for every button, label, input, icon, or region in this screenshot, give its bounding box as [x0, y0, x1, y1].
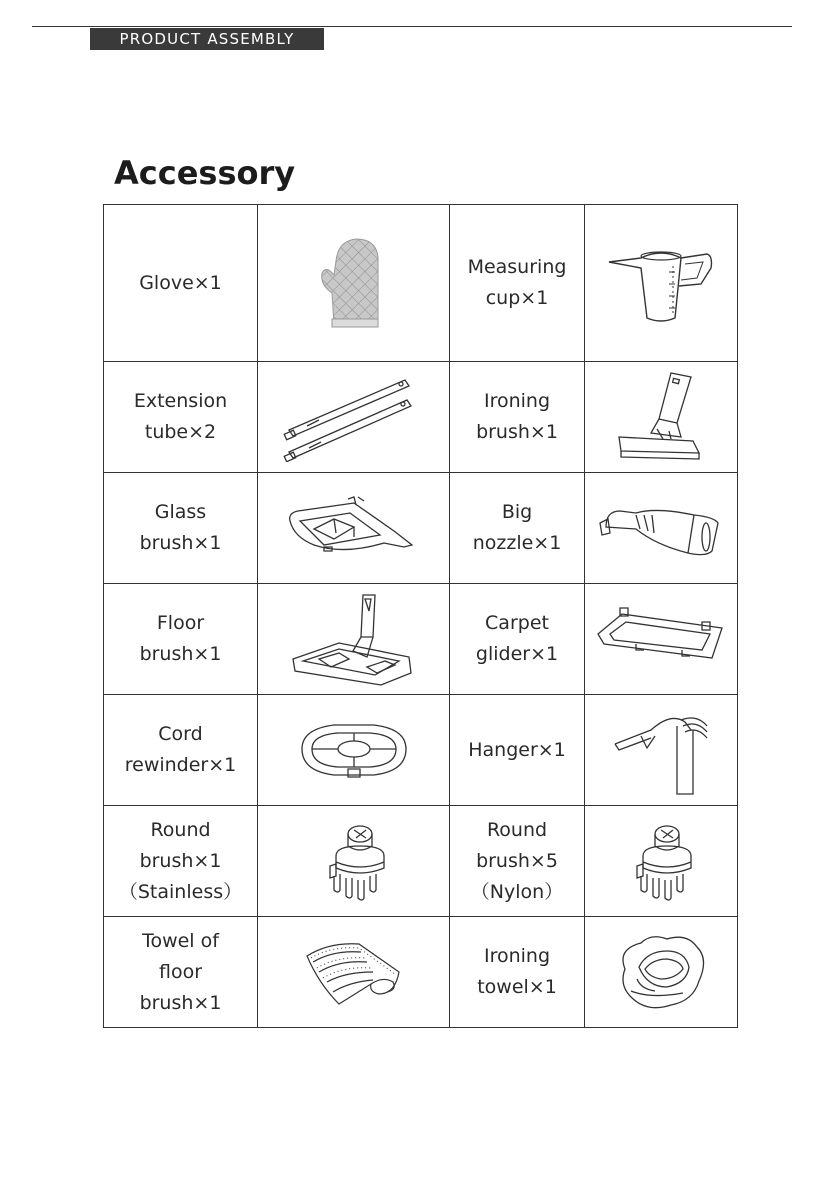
floor-towel-icon: [299, 932, 409, 1012]
table-row: [104, 473, 738, 584]
accessory-label: [104, 806, 258, 917]
accessory-label: [104, 917, 258, 1028]
label-line: Extension: [133, 390, 228, 412]
label-line: Towel of: [142, 929, 219, 952]
accessory-label: [450, 362, 585, 473]
accessory-label: [450, 917, 585, 1028]
label-line: brush×5: [476, 849, 558, 872]
carpet-glider-icon: [594, 604, 728, 674]
label-line: brush×1: [139, 849, 222, 872]
label-line: rewinder×1: [124, 754, 237, 776]
label-line: tube×2: [144, 421, 217, 443]
accessory-label: [450, 806, 585, 917]
label-line: brush×1: [139, 643, 222, 665]
accessory-label: [450, 695, 585, 806]
table-row: [104, 806, 738, 917]
glove-icon: [314, 233, 394, 333]
label-line: brush×1: [139, 532, 222, 554]
label-line: glider×1: [475, 643, 559, 665]
accessory-table: [103, 204, 738, 1028]
page-title: Accessory: [114, 154, 296, 192]
accessory-label: [104, 695, 258, 806]
section-tag: PRODUCT ASSEMBLY: [90, 28, 324, 50]
big-nozzle-icon: [596, 493, 726, 563]
label-line: Floor: [156, 612, 205, 634]
extension-tube-icon: [279, 372, 429, 462]
table-row: [104, 695, 738, 806]
round-brush-icon: [621, 816, 701, 906]
label-line: floor: [158, 960, 203, 983]
accessory-label: [104, 362, 258, 473]
label-line: Hanger×1: [468, 738, 566, 761]
table-row: [104, 362, 738, 473]
label-line: towel×1: [477, 976, 557, 998]
label-line: Round: [150, 818, 211, 841]
measuring-cup-icon: [601, 238, 721, 328]
label-line: （Nylon）: [470, 880, 564, 903]
label-line: nozzle×1: [472, 532, 562, 554]
label-line: cup×1: [485, 287, 549, 309]
ironing-towel-icon: [611, 929, 711, 1015]
accessory-label: [450, 473, 585, 584]
label-line: brush×1: [476, 421, 558, 443]
label-line: Glove×1: [139, 271, 222, 294]
label-line: brush×1: [139, 991, 222, 1014]
label-line: Carpet: [485, 612, 549, 634]
label-line: Ironing: [483, 390, 551, 412]
accessory-label: [104, 473, 258, 584]
round-brush-icon: [314, 816, 394, 906]
label-line: Big: [501, 501, 533, 523]
label-line: （Stainless）: [118, 880, 243, 903]
hanger-icon: [611, 700, 711, 800]
table-row: [104, 205, 738, 362]
table-row: [104, 584, 738, 695]
label-line: Measuring: [467, 256, 567, 278]
accessory-label: [450, 584, 585, 695]
floor-brush-icon: [289, 589, 419, 689]
label-line: Round: [486, 818, 548, 841]
accessory-label: [104, 584, 258, 695]
label-line: Ironing: [483, 945, 551, 967]
accessory-label: [450, 205, 585, 362]
header-rule: [32, 26, 792, 27]
label-line: Glass: [154, 501, 207, 523]
label-line: Cord: [158, 723, 203, 745]
table-row: [104, 917, 738, 1028]
glass-brush-icon: [284, 493, 424, 563]
accessory-label: [104, 205, 258, 362]
cord-rewinder-icon: [294, 715, 414, 785]
ironing-brush-icon: [611, 367, 711, 467]
